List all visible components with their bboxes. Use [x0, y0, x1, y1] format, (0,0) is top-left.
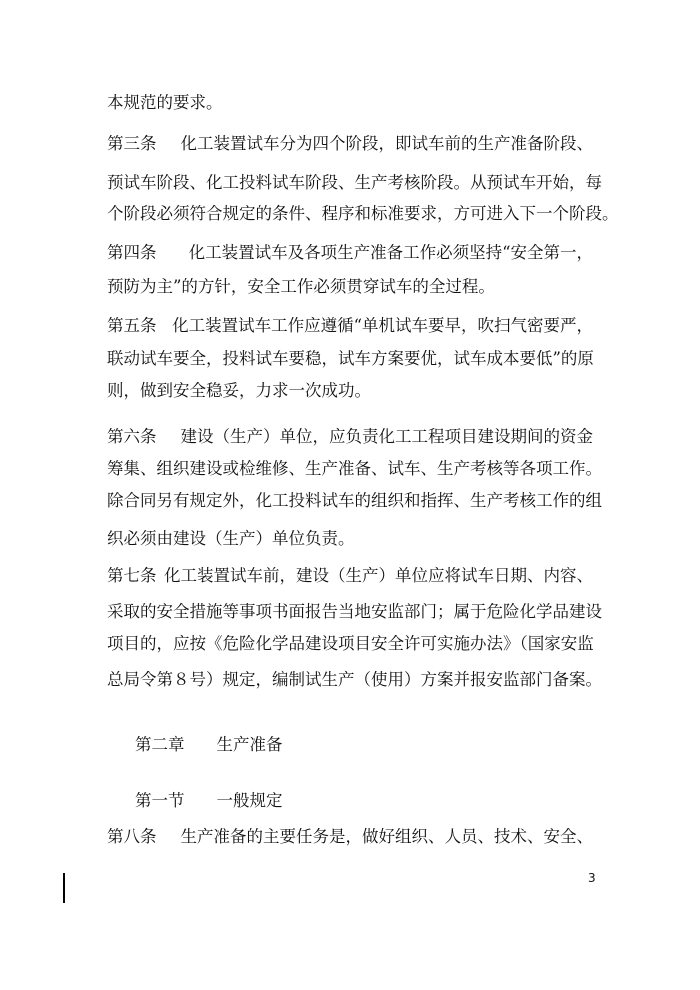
line-text: 总局令第８号）规定，编制试生产（使用）方案并报安监部门备案。 — [107, 670, 602, 689]
chapter-number: 第二章 — [135, 735, 185, 754]
line-text: 建设（生产）单位，应负责化工工程项目建设期间的资金 — [180, 427, 593, 446]
line-text: 个阶段必须符合规定的条件、程序和标准要求，方可进入下一个阶段。 — [107, 204, 619, 223]
text-line — [107, 601, 602, 623]
line-text: 本规范的要求。 — [107, 93, 223, 112]
section-number: 第一节 — [135, 791, 185, 810]
section-heading — [135, 790, 283, 812]
text-line — [107, 315, 593, 337]
line-text: 化工装置试车工作应遵循“单机试车要早，吹扫气密要严， — [172, 316, 593, 335]
text-line — [107, 242, 593, 264]
text-line — [107, 172, 602, 194]
text-line — [107, 528, 593, 550]
text-line — [107, 276, 593, 298]
article-label: 第三条 — [107, 134, 157, 153]
line-text: 除合同另有规定外，化工投料试车的组织和指挥、生产考核工作的组 — [107, 491, 602, 510]
text-line — [107, 426, 593, 448]
article-text: 生产准备的主要任务是，做好组织、人员、技术、安全、 — [180, 827, 593, 846]
article-label: 第八条 — [107, 827, 157, 846]
article-line — [107, 826, 593, 848]
article-label: 第七条 — [107, 566, 157, 585]
line-text: 化工装置试车分为四个阶段，即试车前的生产准备阶段、 — [180, 134, 593, 153]
line-text: 预防为主”的方针，安全工作必须贯穿试车的全过程。 — [107, 277, 495, 296]
line-text: 织必须由建设（生产）单位负责。 — [107, 529, 355, 548]
chapter-title: 生产准备 — [216, 735, 283, 754]
line-text: 则，做到安全稳妥，力求一次成功。 — [107, 381, 371, 400]
text-line — [107, 565, 593, 587]
article-label: 第四条 — [107, 243, 157, 262]
text-line — [107, 380, 593, 402]
line-text: 采取的安全措施等事项书面报告当地安监部门；属于危险化学品建设 — [107, 602, 602, 621]
line-text: 预试车阶段、化工投料试车阶段、生产考核阶段。从预试车开始，每 — [107, 173, 602, 192]
line-text: 筹集、组织建设或检维修、生产准备、试车、生产考核等各项工作。 — [107, 459, 602, 478]
section-title: 一般规定 — [216, 791, 283, 810]
text-line — [107, 348, 593, 370]
article-label: 第六条 — [107, 427, 157, 446]
line-text: 化工装置试车前，建设（生产）单位应将试车日期、内容、 — [164, 566, 593, 585]
margin-bar — [63, 873, 65, 903]
text-line — [107, 133, 593, 155]
text-line — [107, 92, 593, 114]
line-text: 化工装置试车及各项生产准备工作必须坚持“安全第一， — [188, 243, 593, 262]
text-line — [107, 458, 602, 480]
text-line — [107, 633, 593, 655]
article-label: 第五条 — [107, 316, 157, 335]
text-line — [107, 669, 602, 691]
page-number: 3 — [588, 871, 596, 885]
line-text: 联动试车要全，投料试车要稳，试车方案要优，试车成本要低”的原 — [107, 349, 594, 368]
text-line — [107, 203, 619, 225]
text-line — [107, 490, 602, 512]
line-text: 项目的，应按《危险化学品建设项目安全许可实施办法》（国家安监 — [107, 634, 594, 653]
chapter-heading — [135, 734, 283, 756]
